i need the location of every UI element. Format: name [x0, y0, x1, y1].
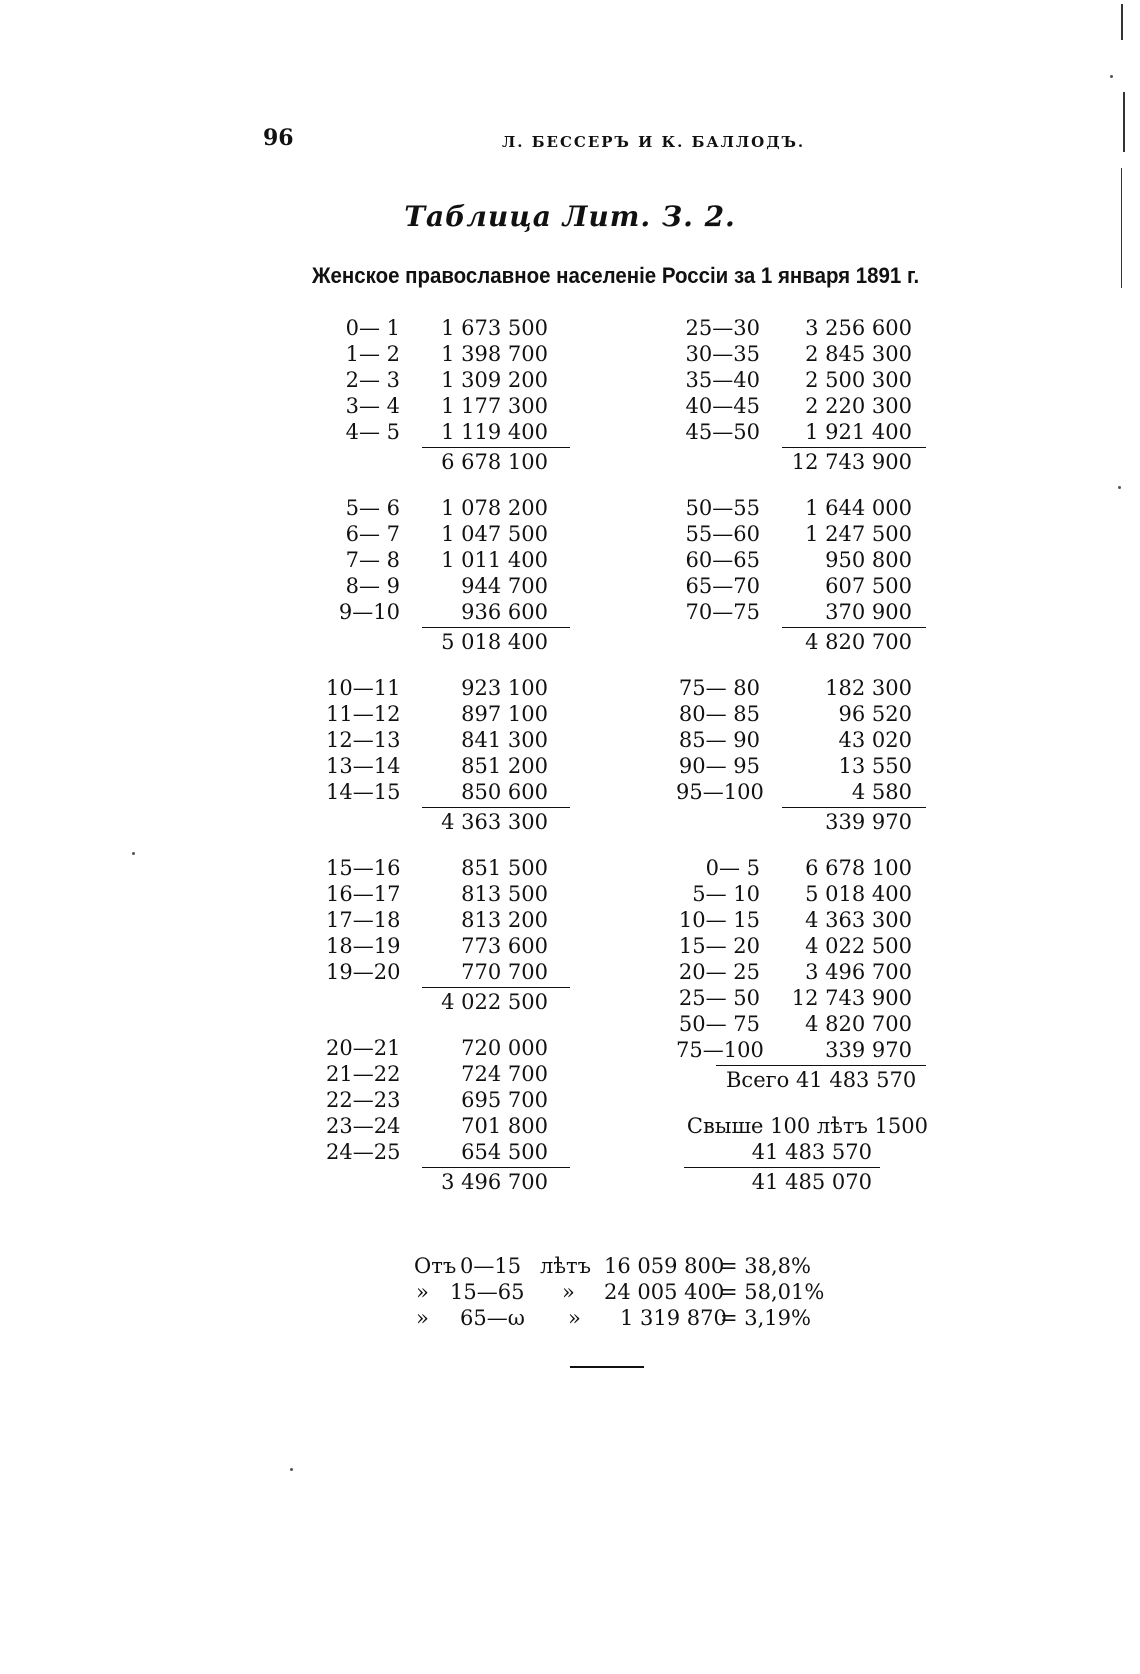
recap-age-range: 15— 20	[678, 934, 760, 958]
table-row	[326, 1035, 576, 1061]
sum-rule	[422, 807, 570, 808]
recap-total: Всего 41 483 570	[726, 1068, 917, 1092]
recap-age-range: 50— 75	[678, 1012, 760, 1036]
recap-value: 12 743 900	[791, 986, 912, 1010]
table-row	[326, 727, 576, 753]
recap-row	[676, 1011, 936, 1037]
age-range: 3— 4	[345, 394, 400, 418]
population-value: 43 020	[838, 728, 912, 752]
table-row	[676, 419, 936, 445]
population-value: 1 921 400	[805, 420, 912, 444]
age-range: 14—15	[326, 780, 401, 804]
group-total: 12 743 900	[791, 450, 912, 474]
age-range: 80— 85	[678, 702, 760, 726]
running-head: Л. БЕССЕРЪ И К. БАЛЛОДЪ.	[502, 133, 806, 151]
summary-prefix: Отъ	[414, 1254, 457, 1278]
population-value: 2 500 300	[805, 368, 912, 392]
table-row	[326, 495, 576, 521]
table-subtitle: Женское православное населеніе Россіи за 1 января 1891 г.	[312, 263, 920, 288]
table-row	[326, 419, 576, 445]
population-value: 720 000	[461, 1036, 548, 1060]
group-total: 4 820 700	[805, 630, 912, 654]
age-range: 24—25	[326, 1140, 401, 1164]
group-total-row	[326, 805, 576, 834]
scan-speck	[1118, 486, 1121, 489]
recap-grand-total: 41 485 070	[751, 1170, 872, 1194]
population-value: 13 550	[838, 754, 912, 778]
table-row	[676, 727, 936, 753]
population-value: 1 119 400	[441, 420, 548, 444]
age-range: 1— 2	[345, 342, 400, 366]
group-total: 5 018 400	[441, 630, 548, 654]
population-value: 4 580	[851, 780, 912, 804]
age-range: 10—11	[326, 676, 401, 700]
recap-subtotal-row	[676, 1139, 936, 1165]
age-range: 21—22	[326, 1062, 401, 1086]
recap-grand-total-row	[676, 1165, 936, 1194]
table-row	[326, 701, 576, 727]
population-value: 182 300	[825, 676, 912, 700]
population-value: 1 011 400	[441, 548, 548, 572]
age-range: 90— 95	[678, 754, 760, 778]
population-value: 923 100	[461, 676, 548, 700]
sum-rule	[684, 1167, 880, 1168]
population-value: 770 700	[461, 960, 548, 984]
over-100-label: Свыше 100 лѣтъ 1500	[686, 1114, 928, 1138]
age-range: 18—19	[326, 934, 401, 958]
table-row	[676, 521, 936, 547]
age-range: 95—100	[676, 780, 764, 804]
population-value: 936 600	[461, 600, 548, 624]
recap-value: 5 018 400	[805, 882, 912, 906]
population-value: 695 700	[461, 1088, 548, 1112]
summary-percent: = 3,19%	[720, 1306, 811, 1330]
age-range: 65—70	[685, 574, 760, 598]
group-total-row	[326, 625, 576, 654]
table-row	[676, 573, 936, 599]
recap-value: 4 363 300	[805, 908, 912, 932]
group-total-row	[676, 445, 936, 474]
age-range: 15—16	[326, 856, 401, 880]
recap-total-row	[676, 1063, 936, 1092]
age-range: 4— 5	[345, 420, 400, 444]
table-row	[326, 933, 576, 959]
population-value: 1 644 000	[805, 496, 912, 520]
group-total-row	[326, 985, 576, 1014]
summary-value: 1 319 870	[620, 1306, 727, 1330]
age-range: 2— 3	[345, 368, 400, 392]
population-value: 1 247 500	[805, 522, 912, 546]
recap-subtotal: 41 483 570	[751, 1140, 872, 1164]
population-value: 370 900	[825, 600, 912, 624]
sum-rule	[782, 807, 926, 808]
population-value: 944 700	[461, 574, 548, 598]
group-total-row	[676, 625, 936, 654]
recap-row	[676, 959, 936, 985]
table-row	[326, 573, 576, 599]
sum-rule	[422, 987, 570, 988]
over-100-label-row	[676, 1113, 936, 1139]
age-range: 40—45	[685, 394, 760, 418]
end-rule	[570, 1366, 644, 1368]
age-range: 11—12	[326, 702, 401, 726]
summary-prefix: »	[416, 1306, 429, 1330]
age-range: 30—35	[685, 342, 760, 366]
table-row	[326, 1061, 576, 1087]
age-range: 6— 7	[345, 522, 400, 546]
sum-rule	[716, 1065, 926, 1066]
age-range: 23—24	[326, 1114, 401, 1138]
group-total: 4 022 500	[441, 990, 548, 1014]
group-total-row	[326, 1165, 576, 1194]
population-value: 813 200	[461, 908, 548, 932]
scan-speck	[290, 1468, 293, 1471]
population-value: 654 500	[461, 1140, 548, 1164]
age-range: 75— 80	[678, 676, 760, 700]
age-range: 22—23	[326, 1088, 401, 1112]
population-value: 96 520	[838, 702, 912, 726]
recap-age-range: 20— 25	[678, 960, 760, 984]
population-value: 897 100	[461, 702, 548, 726]
table-row	[676, 393, 936, 419]
summary-value: 16 059 800	[604, 1254, 725, 1278]
table-row	[676, 599, 936, 625]
recap-value: 4 022 500	[805, 934, 912, 958]
population-value: 2 845 300	[805, 342, 912, 366]
table-row	[326, 855, 576, 881]
table-row	[676, 701, 936, 727]
age-range: 70—75	[685, 600, 760, 624]
scan-speck	[132, 852, 135, 855]
table-row	[676, 753, 936, 779]
summary-unit: »	[568, 1306, 581, 1330]
table-row	[676, 675, 936, 701]
population-value: 3 256 600	[805, 316, 912, 340]
table-row	[676, 779, 936, 805]
table-row	[326, 881, 576, 907]
population-value: 724 700	[461, 1062, 548, 1086]
population-value: 2 220 300	[805, 394, 912, 418]
recap-row	[676, 881, 936, 907]
population-value: 1 078 200	[441, 496, 548, 520]
table-row	[326, 1113, 576, 1139]
age-range: 25—30	[685, 316, 760, 340]
page-number: 96	[263, 125, 294, 151]
recap-row	[676, 1037, 936, 1063]
margin-scan-edge	[1121, 168, 1122, 288]
age-range: 35—40	[685, 368, 760, 392]
table-row	[326, 393, 576, 419]
age-range: 55—60	[685, 522, 760, 546]
sum-rule	[782, 627, 926, 628]
group-total: 339 970	[825, 810, 912, 834]
group-total: 3 496 700	[441, 1170, 548, 1194]
table-row	[326, 521, 576, 547]
group-total: 4 363 300	[441, 810, 548, 834]
table-row	[326, 959, 576, 985]
population-value: 851 200	[461, 754, 548, 778]
table-row	[326, 779, 576, 805]
age-range: 9—10	[338, 600, 400, 624]
table-row	[326, 599, 576, 625]
population-value: 1 177 300	[441, 394, 548, 418]
summary-range: 15—65	[450, 1280, 525, 1304]
recap-age-range: 75—100	[676, 1038, 764, 1062]
table-title: Таблица Лит. З. 2.	[404, 200, 736, 233]
age-range: 60—65	[685, 548, 760, 572]
recap-row	[676, 855, 936, 881]
table-row	[676, 315, 936, 341]
age-range: 85— 90	[678, 728, 760, 752]
recap-value: 339 970	[825, 1038, 912, 1062]
population-value: 1 398 700	[441, 342, 548, 366]
age-range: 16—17	[326, 882, 401, 906]
summary-unit: лѣтъ	[540, 1254, 591, 1278]
table-row	[326, 1087, 576, 1113]
margin-scan-edge	[1123, 92, 1125, 152]
recap-age-range: 0— 5	[705, 856, 760, 880]
age-range: 12—13	[326, 728, 401, 752]
table-row	[326, 753, 576, 779]
age-range: 13—14	[326, 754, 401, 778]
summary-unit: »	[562, 1280, 575, 1304]
population-value: 841 300	[461, 728, 548, 752]
population-value: 1 047 500	[441, 522, 548, 546]
age-range: 5— 6	[345, 496, 400, 520]
table-row	[326, 547, 576, 573]
age-range: 20—21	[326, 1036, 401, 1060]
population-value: 850 600	[461, 780, 548, 804]
age-range: 0— 1	[345, 316, 400, 340]
group-total: 6 678 100	[441, 450, 548, 474]
population-value: 851 500	[461, 856, 548, 880]
table-row	[326, 341, 576, 367]
recap-row	[676, 985, 936, 1011]
sum-rule	[422, 1167, 570, 1168]
recap-row	[676, 933, 936, 959]
sum-rule	[782, 447, 926, 448]
population-value: 950 800	[825, 548, 912, 572]
age-range: 7— 8	[345, 548, 400, 572]
population-value: 701 800	[461, 1114, 548, 1138]
age-range: 50—55	[685, 496, 760, 520]
recap-value: 3 496 700	[805, 960, 912, 984]
table-row	[326, 367, 576, 393]
table-row	[326, 1139, 576, 1165]
table-row	[676, 341, 936, 367]
recap-age-range: 25— 50	[678, 986, 760, 1010]
population-value: 1 309 200	[441, 368, 548, 392]
group-total-row	[326, 445, 576, 474]
summary-prefix: »	[416, 1280, 429, 1304]
recap-value: 4 820 700	[805, 1012, 912, 1036]
recap-value: 6 678 100	[805, 856, 912, 880]
summary-range: 0—15	[460, 1254, 522, 1278]
table-row	[326, 675, 576, 701]
table-row	[676, 495, 936, 521]
table-row	[676, 367, 936, 393]
age-range: 45—50	[685, 420, 760, 444]
sum-rule	[422, 447, 570, 448]
table-row	[326, 907, 576, 933]
margin-scan-edge	[1121, 4, 1123, 40]
table-row	[326, 315, 576, 341]
summary-percent: = 58,01%	[720, 1280, 825, 1304]
age-range: 8— 9	[345, 574, 400, 598]
population-value: 813 500	[461, 882, 548, 906]
summary-range: 65—ω	[460, 1306, 525, 1330]
scan-speck	[1110, 75, 1113, 78]
right-column	[676, 315, 936, 1194]
population-value: 773 600	[461, 934, 548, 958]
population-value: 607 500	[825, 574, 912, 598]
recap-age-range: 5— 10	[692, 882, 760, 906]
recap-row	[676, 907, 936, 933]
left-column	[326, 315, 576, 1215]
recap-age-range: 10— 15	[678, 908, 760, 932]
table-row	[676, 547, 936, 573]
age-range: 17—18	[326, 908, 401, 932]
population-value: 1 673 500	[441, 316, 548, 340]
summary-percent: = 38,8%	[720, 1254, 811, 1278]
age-range: 19—20	[326, 960, 401, 984]
group-total-row	[676, 805, 936, 834]
sum-rule	[422, 627, 570, 628]
summary-value: 24 005 400	[604, 1280, 725, 1304]
